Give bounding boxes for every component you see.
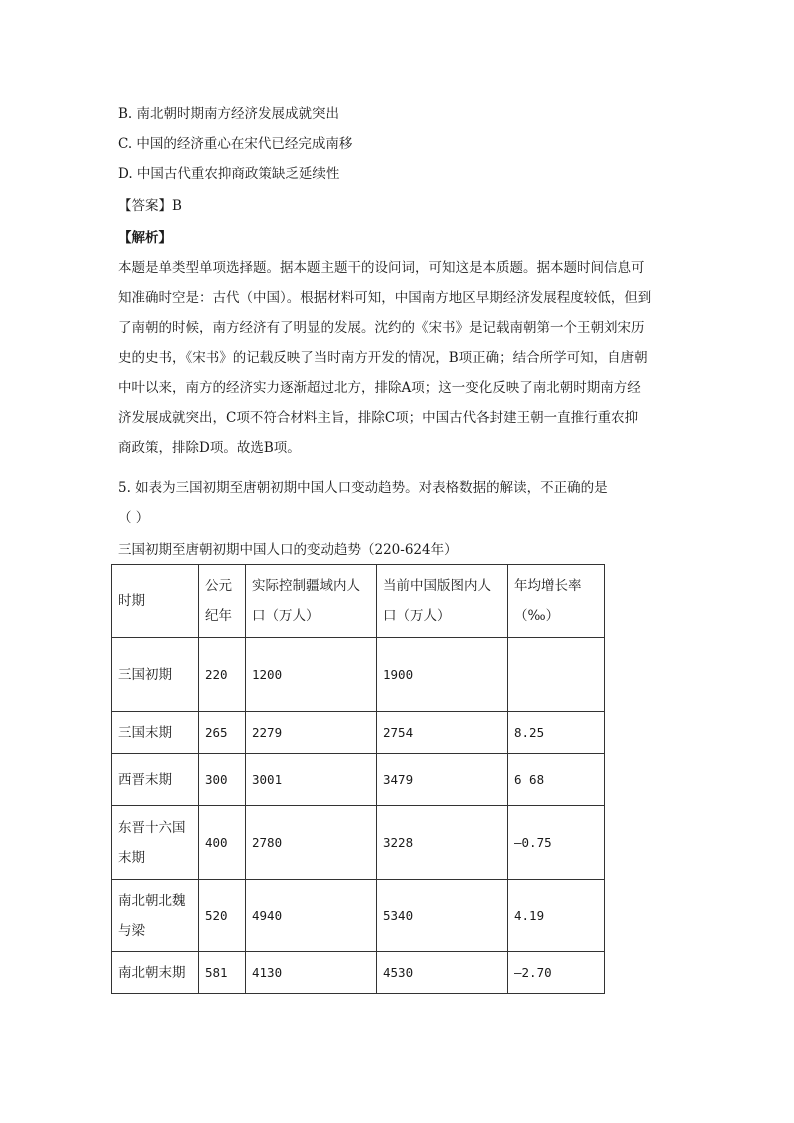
table-row	[112, 712, 605, 754]
cell-rate	[508, 638, 605, 712]
population-table	[111, 564, 605, 994]
cell-year: 581	[199, 952, 246, 994]
cell-current: 5340	[377, 880, 508, 952]
analysis-line: 济发展成就突出，C项不符合材料主旨，排除C项；中国古代各封建王朝一直推行重农抑	[118, 410, 639, 426]
cell-rate: 8.25	[508, 712, 605, 754]
analysis-paragraph	[118, 253, 678, 463]
cell-period: 三国初期	[112, 638, 199, 712]
cell-rate: —2.70	[508, 952, 605, 994]
table-row	[112, 754, 605, 806]
cell-year: 520	[199, 880, 246, 952]
cell-period: 西晋末期	[112, 754, 199, 806]
cell-actual: 3001	[246, 754, 377, 806]
header-year: 公元 纪年	[199, 565, 246, 638]
cell-actual: 4130	[246, 952, 377, 994]
analysis-line: 商政策，排除D项。故选B项。	[118, 440, 301, 456]
option-b: B. 南北朝时期南方经济发展成就突出	[118, 106, 340, 122]
cell-year: 220	[199, 638, 246, 712]
answer-line: 【答案】B	[118, 198, 182, 214]
option-d: D. 中国古代重农抑商政策缺乏延续性	[118, 166, 340, 182]
cell-year: 265	[199, 712, 246, 754]
question-5-blank: （ ）	[118, 510, 150, 526]
analysis-line: 史的史书，《宋书》的记载反映了当时南方开发的情况，B项正确；结合所学可知，自唐朝	[118, 350, 648, 366]
cell-period: 南北朝末期	[112, 952, 199, 994]
cell-rate: —0.75	[508, 806, 605, 880]
header-growth-rate: 年均增长率 （‰）	[508, 565, 605, 638]
table-row	[112, 952, 605, 994]
cell-current: 3479	[377, 754, 508, 806]
header-current-population: 当前中国版图内人 口（万人）	[377, 565, 508, 638]
cell-current: 2754	[377, 712, 508, 754]
analysis-line: 了南朝的时候，南方经济有了明显的发展。沈约的《宋书》是记载南朝第一个王朝刘宋历	[118, 320, 645, 336]
cell-current: 3228	[377, 806, 508, 880]
cell-year: 400	[199, 806, 246, 880]
cell-rate: 4.19	[508, 880, 605, 952]
cell-rate: 6 68	[508, 754, 605, 806]
header-actual-population: 实际控制疆域内人 口（万人）	[246, 565, 377, 638]
cell-actual: 1200	[246, 638, 377, 712]
cell-actual: 4940	[246, 880, 377, 952]
question-5-stem: 5. 如表为三国初期至唐朝初期中国人口变动趋势。对表格数据的解读，不正确的是	[118, 480, 608, 496]
cell-current: 4530	[377, 952, 508, 994]
cell-period: 三国末期	[112, 712, 199, 754]
cell-period: 南北朝北魏 与梁	[112, 880, 199, 952]
table-row	[112, 806, 605, 880]
option-c: C. 中国的经济重心在宋代已经完成南移	[118, 136, 353, 152]
analysis-title: 【解析】	[118, 230, 172, 246]
analysis-line: 知准确时空是：古代（中国）。根据材料可知，中国南方地区早期经济发展程度较低，但到	[118, 290, 652, 306]
table-row	[112, 638, 605, 712]
cell-actual: 2279	[246, 712, 377, 754]
cell-period: 东晋十六国 末期	[112, 806, 199, 880]
analysis-line: 中叶以来，南方的经济实力逐渐超过北方，排除A项；这一变化反映了南北朝时期南方经	[118, 380, 641, 396]
table-header-row	[112, 565, 605, 638]
header-period: 时期	[112, 565, 199, 638]
cell-actual: 2780	[246, 806, 377, 880]
analysis-line: 本题是单类型单项选择题。据本题主题干的设问词，可知这是本质题。据本题时间信息可	[118, 260, 645, 276]
table-caption: 三国初期至唐朝初期中国人口的变动趋势（220-624年）	[118, 542, 458, 558]
cell-current: 1900	[377, 638, 508, 712]
table-row	[112, 880, 605, 952]
cell-year: 300	[199, 754, 246, 806]
